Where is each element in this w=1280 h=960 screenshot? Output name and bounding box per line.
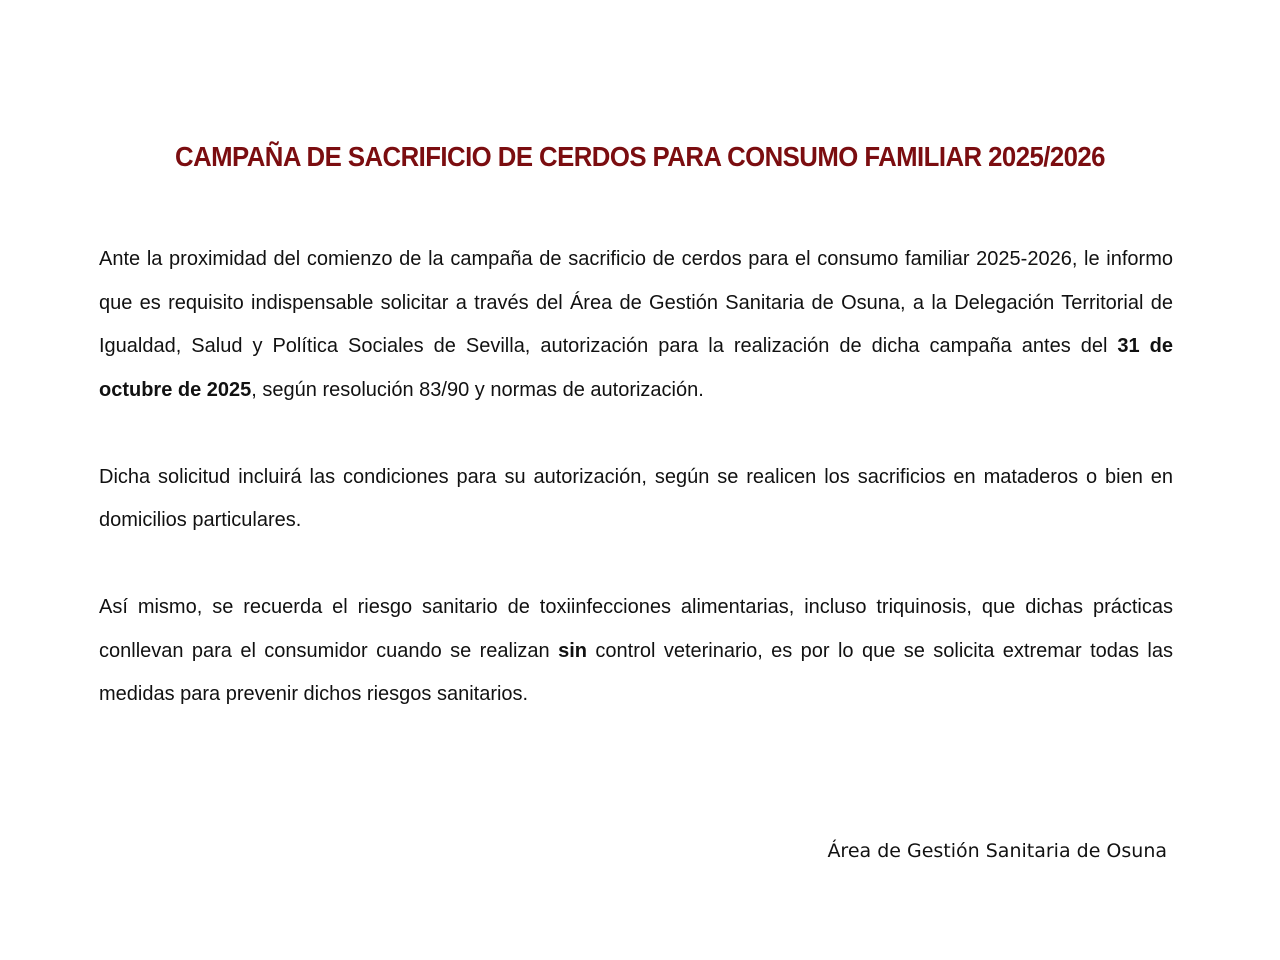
paragraph3-text-start: Así mismo, se recuerda el riesgo sanitario de toxiinfecciones alimentarias, incluso triquinosis, que dichas prácticas conllevan para el consumidor cuando se realizan bbox=[99, 596, 1173, 662]
paragraph-health-risk bbox=[99, 586, 1173, 717]
paragraph1-text-start: Ante la proximidad del comienzo de la campaña de sacrificio de cerdos para el consumo familiar 2025-2026, le informo que es requisito indispensable solicitar a través del Área de Gestión Sanitaria de Osuna, a la Delegación Territorial de Igualdad, Salud y Política Sociales de Sevilla, autorización para la realización de dicha campaña antes del bbox=[99, 248, 1173, 357]
paragraph1-text-end: , según resolución 83/90 y normas de autorización. bbox=[251, 378, 704, 401]
signature: Área de Gestión Sanitaria de Osuna bbox=[827, 840, 1167, 862]
document-body bbox=[99, 238, 1173, 760]
paragraph3-text-end: control veterinario, es por lo que se solicita extremar todas las medidas para prevenir dichos riesgos sanitarios. bbox=[99, 639, 1173, 705]
paragraph-request-authorization bbox=[99, 238, 1173, 412]
paragraph-conditions: Dicha solicitud incluirá las condiciones para su autorización, según se realicen los sacrificios en mataderos o bien en domicilios particulares. bbox=[99, 465, 1173, 531]
document-title: CAMPAÑA DE SACRIFICIO DE CERDOS PARA CONSUMO FAMILIAR 2025/2026 bbox=[175, 141, 1105, 172]
deadline-date: 31 de octubre de 2025 bbox=[99, 335, 1173, 401]
emphasis-sin: sin bbox=[558, 639, 587, 662]
